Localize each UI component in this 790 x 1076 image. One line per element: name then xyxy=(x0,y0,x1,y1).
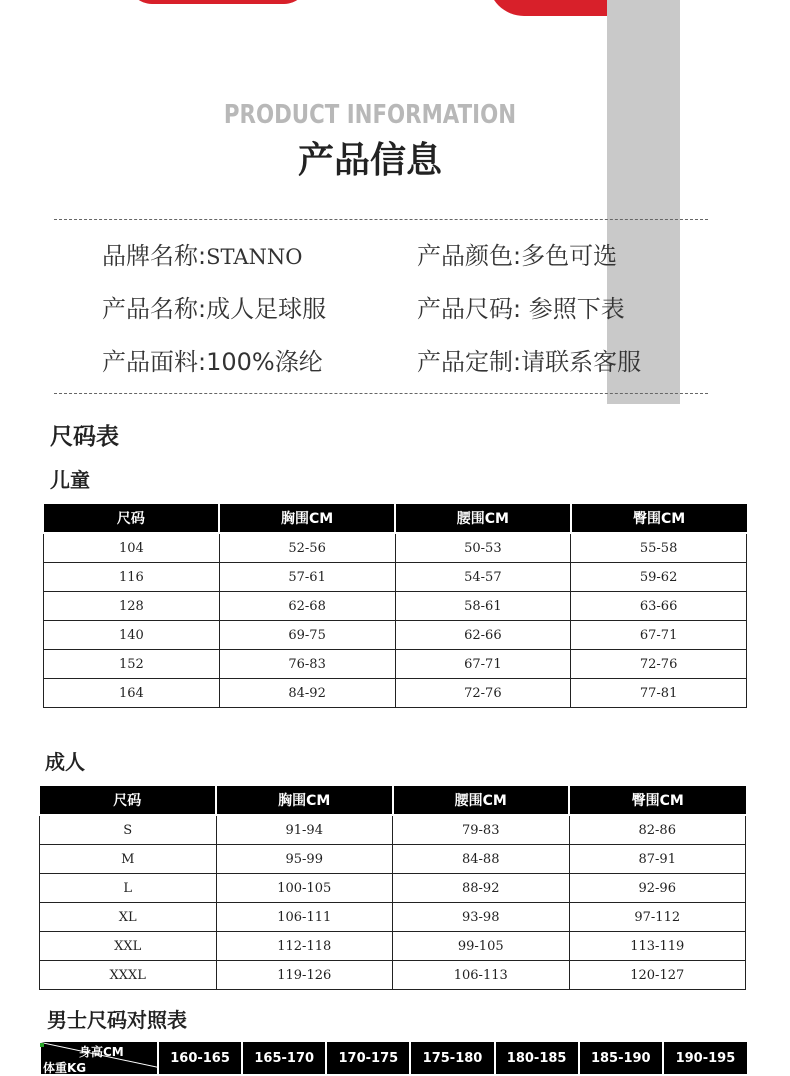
table-row xyxy=(40,845,746,874)
table-cell: 50-53 xyxy=(395,533,571,563)
table-header-row xyxy=(40,786,746,815)
info-label: 品牌名称: xyxy=(102,242,207,270)
info-custom xyxy=(417,342,641,377)
product-image-fragment-left xyxy=(128,0,308,4)
height-range-header: 185-190 xyxy=(579,1042,663,1075)
table-cell: 95-99 xyxy=(216,845,393,874)
table-cell: 69-75 xyxy=(219,621,395,650)
divider-bottom xyxy=(54,393,708,394)
table-cell: 119-126 xyxy=(216,961,393,990)
table-cell: 140 xyxy=(44,621,220,650)
info-size xyxy=(417,289,625,324)
corner-weight-label: 体重KG xyxy=(43,1061,87,1075)
table-cell: 84-88 xyxy=(393,845,570,874)
section-title-english: PRODUCT INFORMATION xyxy=(223,100,517,130)
height-range-header: 170-175 xyxy=(326,1042,410,1075)
table-cell: 59-62 xyxy=(571,563,747,592)
table-cell: XXL xyxy=(40,932,217,961)
table-cell: 104 xyxy=(44,533,220,563)
table-cell: 113-119 xyxy=(569,932,746,961)
table-header-row xyxy=(44,504,747,533)
info-name xyxy=(102,289,326,324)
table-row xyxy=(40,874,746,903)
col-header: 腰围CM xyxy=(393,786,570,815)
kids-size-table xyxy=(43,504,747,708)
size-chart-title: 尺码表 xyxy=(50,424,119,450)
table-cell: 106-113 xyxy=(393,961,570,990)
table-cell: M xyxy=(40,845,217,874)
col-header: 尺码 xyxy=(44,504,220,533)
col-header: 胸围CM xyxy=(216,786,393,815)
info-value: 请联系客服 xyxy=(521,348,642,376)
table-cell: S xyxy=(40,815,217,845)
info-label: 产品定制: xyxy=(417,348,522,376)
info-value: 成人足球服 xyxy=(206,295,327,323)
height-range-header: 165-170 xyxy=(242,1042,326,1075)
info-label: 产品尺码: xyxy=(417,295,529,323)
adults-title: 成人 xyxy=(45,750,85,774)
info-value: 100%涤纶 xyxy=(206,348,323,376)
table-row xyxy=(44,563,747,592)
height-range-header: 175-180 xyxy=(410,1042,494,1075)
col-header: 胸围CM xyxy=(219,504,395,533)
table-cell: 93-98 xyxy=(393,903,570,932)
table-row xyxy=(40,815,746,845)
col-header: 腰围CM xyxy=(395,504,571,533)
col-header: 臀围CM xyxy=(571,504,747,533)
info-fabric xyxy=(102,342,323,377)
kids-title: 儿童 xyxy=(50,468,90,492)
table-row xyxy=(44,650,747,679)
corner-height-label: 身高CM xyxy=(79,1045,124,1059)
table-cell: XXXL xyxy=(40,961,217,990)
table-row xyxy=(44,679,747,708)
table-row xyxy=(40,903,746,932)
table-row xyxy=(44,533,747,563)
men-size-table xyxy=(41,1042,747,1076)
info-value: STANNO xyxy=(206,245,303,269)
table-cell: 87-91 xyxy=(569,845,746,874)
col-header: 尺码 xyxy=(40,786,217,815)
info-color xyxy=(417,236,617,271)
table-cell: 72-76 xyxy=(571,650,747,679)
info-value: 多色可选 xyxy=(521,242,618,270)
table-cell: 58-61 xyxy=(395,592,571,621)
info-label: 产品名称: xyxy=(102,295,207,323)
table-cell: 88-92 xyxy=(393,874,570,903)
info-label: 产品颜色: xyxy=(417,242,522,270)
adults-size-table xyxy=(39,786,746,990)
table-cell: 100-105 xyxy=(216,874,393,903)
corner-header xyxy=(41,1042,158,1075)
info-label: 产品面料: xyxy=(102,348,207,376)
height-range-header: 190-195 xyxy=(663,1042,747,1075)
table-cell: 57-61 xyxy=(219,563,395,592)
table-cell: 97-112 xyxy=(569,903,746,932)
table-cell: 91-94 xyxy=(216,815,393,845)
table-cell: 84-92 xyxy=(219,679,395,708)
table-cell: 62-68 xyxy=(219,592,395,621)
col-header: 臀围CM xyxy=(569,786,746,815)
men-size-title: 男士尺码对照表 xyxy=(47,1008,187,1032)
table-cell: 99-105 xyxy=(393,932,570,961)
table-cell: 128 xyxy=(44,592,220,621)
section-title-chinese: 产品信息 xyxy=(297,140,442,181)
table-cell: 76-83 xyxy=(219,650,395,679)
divider-top xyxy=(54,219,708,220)
table-cell: 55-58 xyxy=(571,533,747,563)
table-row xyxy=(40,961,746,990)
table-cell: 120-127 xyxy=(569,961,746,990)
table-cell: L xyxy=(40,874,217,903)
table-header-row xyxy=(41,1042,747,1075)
table-cell: 164 xyxy=(44,679,220,708)
marker-dot xyxy=(40,1043,44,1047)
table-cell: 79-83 xyxy=(393,815,570,845)
table-cell: 116 xyxy=(44,563,220,592)
table-cell: 63-66 xyxy=(571,592,747,621)
table-cell: 77-81 xyxy=(571,679,747,708)
table-cell: 62-66 xyxy=(395,621,571,650)
table-cell: 152 xyxy=(44,650,220,679)
table-row xyxy=(44,592,747,621)
table-cell: XL xyxy=(40,903,217,932)
table-cell: 72-76 xyxy=(395,679,571,708)
table-row xyxy=(44,621,747,650)
table-row xyxy=(40,932,746,961)
table-cell: 54-57 xyxy=(395,563,571,592)
table-cell: 67-71 xyxy=(395,650,571,679)
height-range-header: 180-185 xyxy=(495,1042,579,1075)
info-value: 参照下表 xyxy=(528,295,625,323)
table-cell: 106-111 xyxy=(216,903,393,932)
height-range-header: 160-165 xyxy=(158,1042,242,1075)
table-cell: 67-71 xyxy=(571,621,747,650)
table-cell: 52-56 xyxy=(219,533,395,563)
table-cell: 112-118 xyxy=(216,932,393,961)
table-cell: 92-96 xyxy=(569,874,746,903)
info-brand xyxy=(102,236,302,271)
table-cell: 82-86 xyxy=(569,815,746,845)
